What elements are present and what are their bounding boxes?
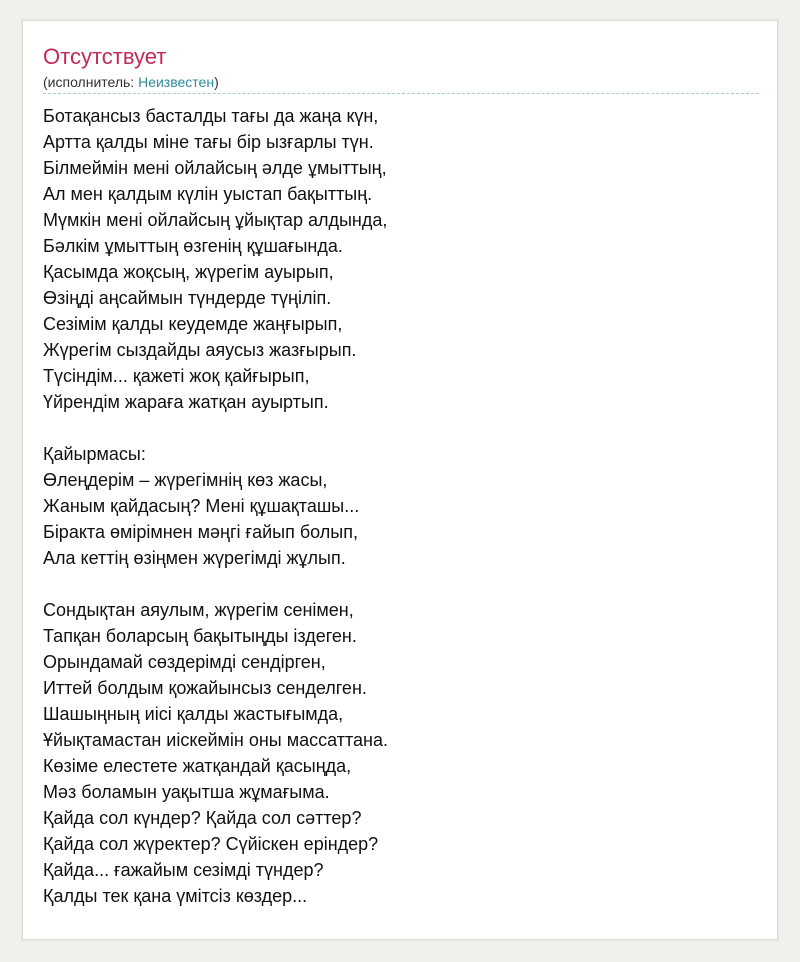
lyric-line: Біракта өмірімнен мәңгі ғайып болып, (43, 522, 358, 542)
lyric-line: Қайда сол күндер? Қайда сол сәттер? (43, 808, 362, 828)
lyric-line: Қайда сол жүректер? Сүйіскен еріндер? (43, 834, 379, 854)
chorus (43, 441, 759, 571)
lyric-line: Бәлкім ұмыттың өзгенің құшағында. (43, 236, 343, 256)
lyric-line: Қайда... ғажайым сезімді түндер? (43, 860, 324, 880)
lyrics-card (22, 20, 778, 940)
lyric-line: Өзіңді аңсаймын түндерде түңіліп. (43, 288, 332, 308)
lyric-line: Сондықтан аяулым, жүрегім сенімен, (43, 600, 354, 620)
lyric-line: Сезімім қалды кеудемде жаңғырып, (43, 314, 343, 334)
artist-link[interactable]: Неизвестен (138, 74, 215, 90)
verse-1 (43, 103, 759, 415)
lyric-line: Артта қалды міне тағы бір ызғарлы түн. (43, 132, 374, 152)
lyric-line: Жүрегім сыздайды аяусыз жазғырып. (43, 340, 357, 360)
artist-line (43, 73, 219, 91)
title-divider (43, 93, 759, 94)
lyric-line: Жаным қайдасың? Мені құшақташы... (43, 496, 360, 516)
song-title: Отсутствует (43, 44, 167, 69)
lyric-line: Шашыңның иісі қалды жастығымда, (43, 704, 344, 724)
lyric-line: Мәз боламын уақытша жұмағыма. (43, 782, 330, 802)
lyric-line: Қайырмасы: (43, 444, 146, 464)
lyric-line: Ал мен қалдым күлін уыстап бақыттың. (43, 184, 373, 204)
artist-suffix: ) (214, 74, 219, 90)
lyric-line: Мүмкін мені ойлайсың ұйықтар алдында, (43, 210, 388, 230)
lyric-line: Білмеймін мені ойлайсың әлде ұмыттың, (43, 158, 387, 178)
lyric-line: Қалды тек қана үмітсіз көздер... (43, 886, 308, 906)
verse-2 (43, 597, 759, 909)
lyric-line: Көзіме елестете жатқандай қасыңда, (43, 756, 352, 776)
lyric-line: Ботақансыз басталды тағы да жаңа күн, (43, 106, 379, 126)
lyric-line: Өлеңдерім – жүрегімнің көз жасы, (43, 470, 328, 490)
lyric-line: Ала кеттің өзіңмен жүрегімді жұлып. (43, 548, 346, 568)
lyric-line: Тапқан боларсың бақытыңды іздеген. (43, 626, 357, 646)
lyrics-body (43, 103, 759, 935)
lyric-line: Түсіндім... қажеті жоқ қайғырып, (43, 366, 310, 386)
lyric-line: Иттей болдым қожайынсыз сенделген. (43, 678, 367, 698)
lyric-line: Үйрендім жараға жатқан ауыртып. (43, 392, 329, 412)
artist-prefix: (исполнитель: (43, 74, 139, 90)
lyric-line: Қасымда жоқсың, жүрегім ауырып, (43, 262, 334, 282)
lyric-line: Орындамай сөздерімді сендірген, (43, 652, 326, 672)
lyric-line: Ұйықтамастан иіскеймін оны массаттана. (43, 730, 388, 750)
